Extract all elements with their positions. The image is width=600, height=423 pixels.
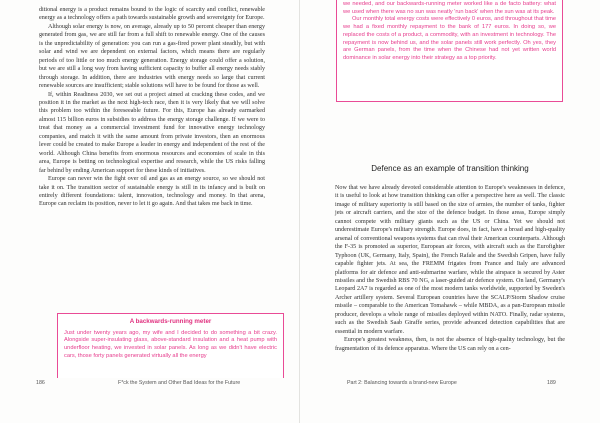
left-paragraph-1: ditional energy is a product remains bound to the logic of scarcity and conflict, renewable energy as a technology offers a path towards sustainable growth and sovereignty for Europe. bbox=[39, 7, 265, 22]
right-paragraph-2: Europe's greatest weakness, then, is not the absence of high-quality technology, but the fragmentation of its defence apparatus. Where the US can rely on a cen- bbox=[335, 337, 565, 352]
callout-box-continued bbox=[336, 0, 563, 102]
left-body-text bbox=[39, 6, 265, 209]
left-paragraph-3: If, within Readiness 2030, we set out a project aimed at cracking these codes, and we position it in the market as the next high-tech race, then it is very likely that we will solve this problem too within the foreseeable future. For this, Europe has already earmarked almost 115 billion euros in subsidies to address the energy storage challenge. If we were to treat that money as a commercial investment fund for innovative energy technology companies, and match it with the same amount from private investors, then an enormous lever could be created to make Europe a leader in energy and independent of the rest of the world. Although China benefits from enormous resources and economies of scale in this area, Europe is betting on technological expertise and research, while the US risks falling far behind by ending American support for these kinds of initiatives. bbox=[39, 91, 265, 174]
callout-paragraph: Just under twenty years ago, my wife and I decided to do something a bit crazy. Alongside super-insulating glass, above-standard insulation and a heat pump with underfloor heating, we invested in solar panels. As long as we didn't have electric cars, those forty panels generated virtually all the energy bbox=[64, 329, 277, 359]
page-number-right: 189 bbox=[547, 380, 556, 386]
callout-box-backwards-meter bbox=[57, 313, 284, 378]
callout-title: A backwards-running meter bbox=[129, 318, 212, 325]
running-head-left: F*ck the System and Other Bad Ideas for the Future bbox=[118, 380, 241, 386]
right-body-text bbox=[335, 184, 565, 353]
callout-continued-paragraph-2: Our monthly total energy costs were effectively 0 euros, and throughout that time we had a fixed monthly repayment to the bank of 177 euros. In doing so, we replaced the costs of a product, a commodity, with an investment in technology. The repayment is now behind us, and the solar panels still work perfectly. Oh yes, they are German panels, from the time when the Chinese had not yet written world dominance in solar energy into their strategy as a top priority. bbox=[343, 16, 556, 61]
running-head-right: Part 2: Balancing towards a brand-new Europe bbox=[347, 380, 457, 386]
left-paragraph-4: Europe can never win the fight over oil and gas as an energy source, so we should not take it on. The transition sector of sustainable energy is still in its infancy and is built on entirely different foundations: talent, innovation, technology and money. In that arena, Europe can reclaim its position, never to let it go again. And that takes me back in time. bbox=[39, 176, 265, 208]
callout-continued-paragraph-1: we needed, and our backwards-running meter worked like a de facto battery: what we used when there was no sun was neatly 'run back' when the sun was at its peak. bbox=[343, 1, 556, 15]
page-number-left: 186 bbox=[36, 380, 45, 386]
left-paragraph-2: Although solar energy is now, on average, already up to 50 percent cheaper than energy generated from gas, we are still far from a full shift to renewable energy. One of the causes is the unpredictability of generation: you can run a gas-fired power plant steadily, but with solar and wind we are dependent on external factors, which means there are regularly periods of too little or too much energy generation. Energy storage could offer a solution, but we are still a long way from having sufficient capacity to buffer all energy needs stably through storage. In addition, there are industries with energy needs so large that current renewable sources are insufficient; stable solutions will have to be found for those as well. bbox=[39, 23, 265, 90]
right-paragraph-1: Now that we have already devoted considerable attention to Europe's weaknesses in defence, it is useful to look at how transition thinking can offer a perspective here as well. The classic image of military superiority is still based on the size of armies, the number of tanks, fighter jets or aircraft carriers, and the size of the defence budget. In those areas, Europe simply cannot compete with military giants such as the US or China. Yet we should not underestimate Europe's military strength. Europe does, in fact, have a broad and high-quality arsenal of conventional weapons systems that can rival their American counterparts. Although the F-35 is promoted as superior, European air forces, with aircraft such as the Eurofighter Typhoon (UK, Germany, Italy, Spain), the French Rafale and the Swedish Gripen, have fully capable fighter jets. At sea, the FREMM frigates from France and Italy are advanced platforms for air defence and anti-submarine warfare, while the airspace is secured by Aster missiles and the Swedish RBS 70 NG, a laser-guided air defence system. On land, Germany's Leopard 2A7 is regarded as one of the most modern tanks worldwide, supported by Sweden's Archer artillery system. Several European countries have the SCALP/Storm Shadow cruise missile – comparable to the American Tomahawk – while MBDA, as a pan-European missile producer, develops a whole range of missiles deployed within NATO. Finally, radar systems, such as the Swedish Saab Giraffe series, provide advanced detection capabilities that are essential in modern warfare. bbox=[335, 185, 565, 335]
section-heading: Defence as an example of transition thinking bbox=[371, 164, 529, 173]
